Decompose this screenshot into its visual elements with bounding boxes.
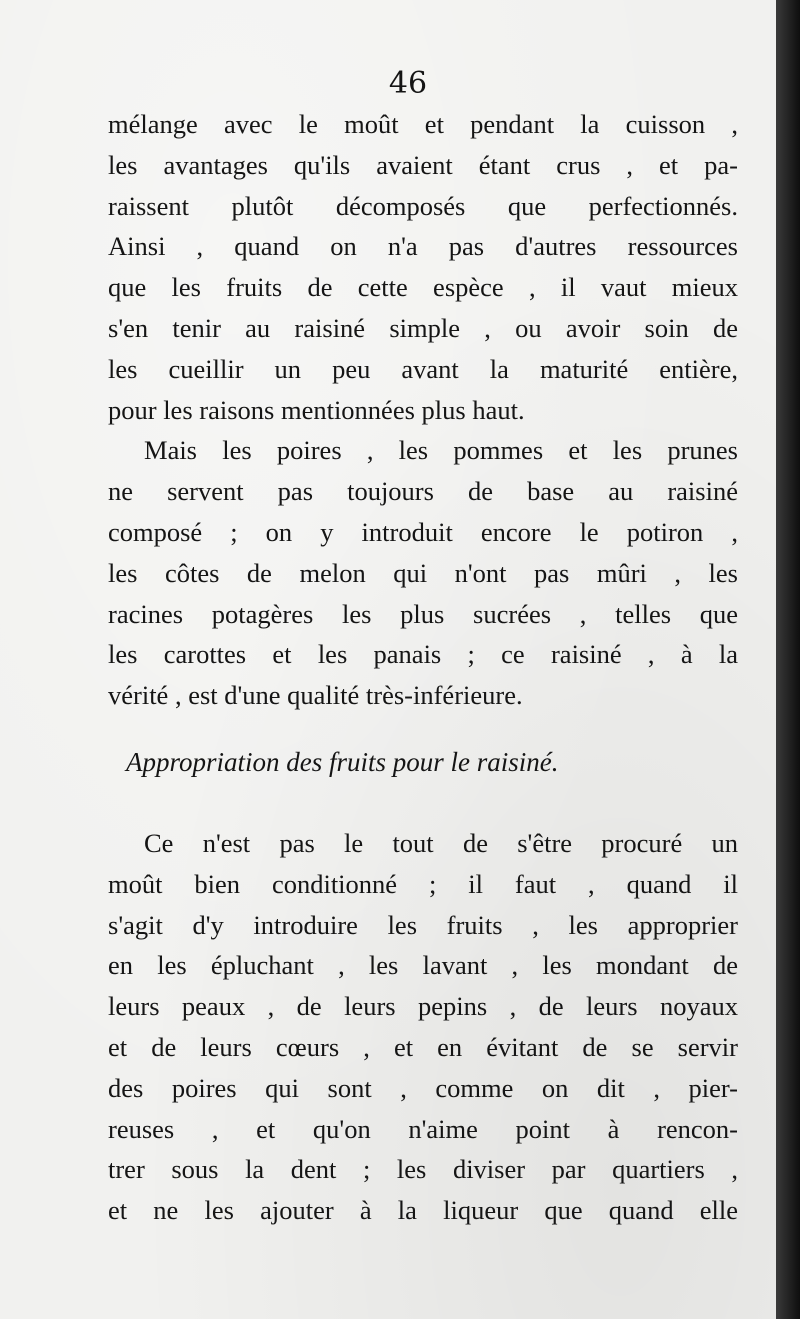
- text-line: les cueillir un peu avant la maturité entière,: [108, 353, 738, 384]
- text-line: composé ; on y introduit encore le potiron ,: [108, 516, 738, 547]
- text-line: et ne les ajouter à la liqueur que quand elle: [108, 1195, 738, 1226]
- paragraph-poires: [108, 430, 738, 716]
- text-line: Ce n'est pas le tout de s'être procuré un: [144, 828, 738, 858]
- text-line: racines potagères les plus sucrées , telles que: [108, 598, 738, 629]
- text-line: les carottes et les panais ; ce raisiné , à la: [108, 639, 738, 670]
- text-line: s'agit d'y introduire les fruits , les approprier: [108, 909, 738, 940]
- text-line: Mais les poires , les pommes et les prunes: [144, 435, 738, 466]
- text-line: mélange avec le moût et pendant la cuisson ,: [108, 109, 738, 139]
- page-number: 46: [388, 66, 428, 101]
- text-line: que les fruits de cette espèce , il vaut mieux: [108, 272, 738, 303]
- text-line: trer sous la dent ; les diviser par quartiers ,: [108, 1154, 738, 1185]
- text-line: ne servent pas toujours de base au raisiné: [108, 476, 738, 507]
- text-block-bottom: [108, 823, 738, 1231]
- paragraph-continuation: [108, 104, 738, 430]
- text-line: les côtes de melon qui n'ont pas mûri , les: [108, 557, 738, 588]
- page-edge-shadow: [776, 0, 800, 1319]
- text-line: pour les raisons mentionnées plus haut.: [108, 394, 525, 425]
- section-heading: Appropriation des fruits pour le raisiné.: [126, 747, 559, 777]
- text-line: moût bien conditionné ; il faut , quand il: [108, 868, 738, 899]
- text-line: et de leurs cœurs , et en évitant de se servir: [108, 1031, 738, 1062]
- text-line: leurs peaux , de leurs pepins , de leurs noyaux: [108, 991, 738, 1022]
- text-line: en les épluchant , les lavant , les mondant de: [108, 950, 738, 981]
- paragraph-appropriation: [108, 823, 738, 1231]
- text-line: des poires qui sont , comme on dit , pier-: [108, 1072, 738, 1103]
- text-line: s'en tenir au raisiné simple , ou avoir soin de: [108, 312, 738, 343]
- text-line: les avantages qu'ils avaient étant crus , et pa-: [108, 149, 738, 180]
- text-block-top: [108, 104, 738, 716]
- text-line: vérité , est d'une qualité très-inférieure.: [108, 680, 523, 711]
- text-line: reuses , et qu'on n'aime point à rencon-: [108, 1113, 738, 1144]
- text-line: raissent plutôt décomposés que perfectionnés.: [108, 190, 738, 221]
- text-line: Ainsi , quand on n'a pas d'autres ressources: [108, 231, 738, 262]
